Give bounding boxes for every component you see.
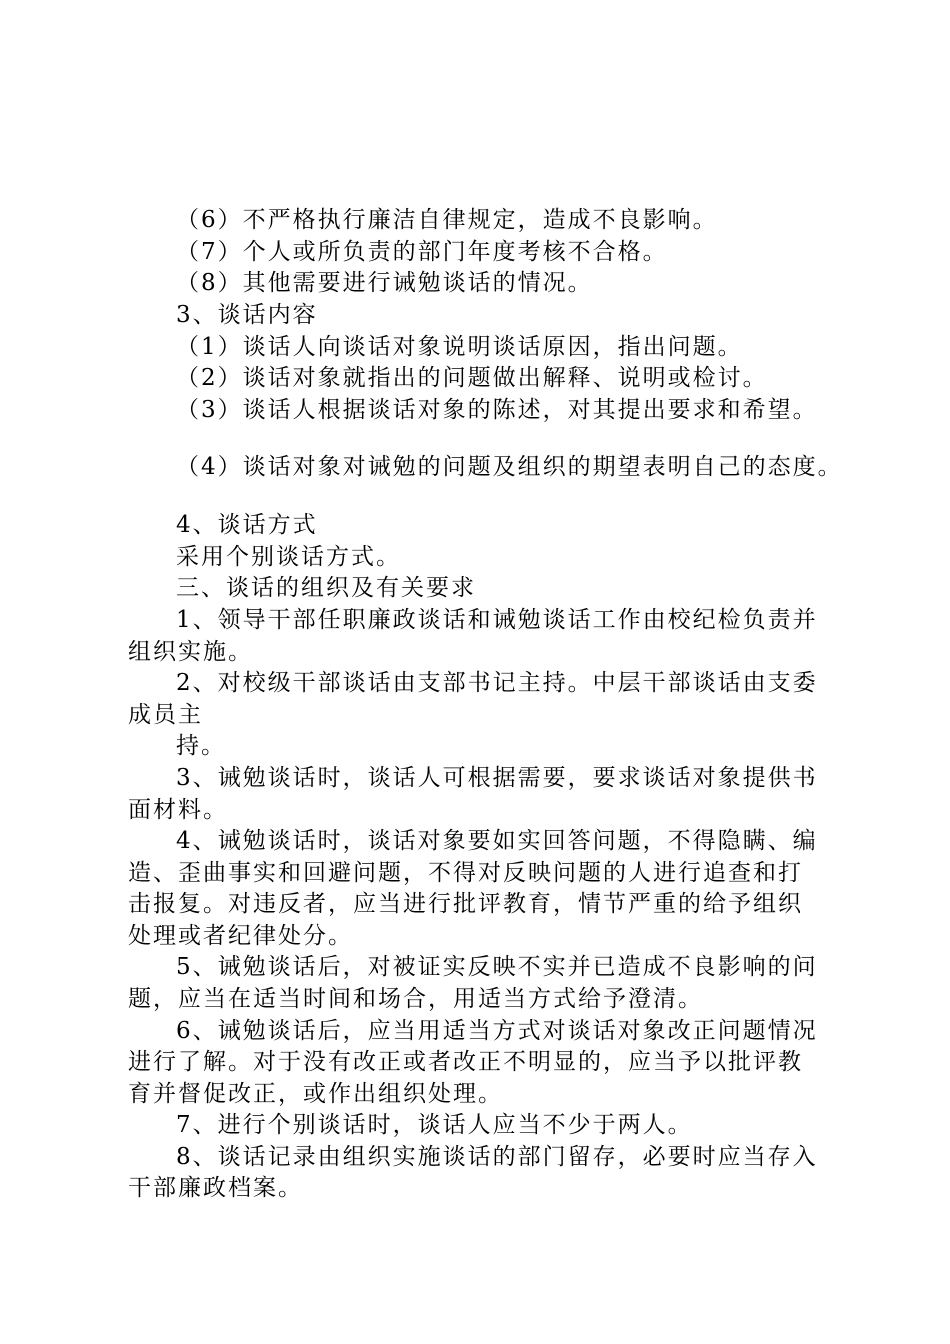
item-7-line: （7）个人或所负责的部门年度考核不合格。 <box>176 239 668 265</box>
section-3-heading: 3、谈话内容 <box>176 302 318 328</box>
rule-8-line-2: 干部廉政档案。 <box>128 1175 303 1201</box>
rule-3-line-1: 3、诫勉谈话时，谈话人可根据需要，要求谈话对象提供书 <box>176 765 818 791</box>
rule-1-line-1: 1、领导干部任职廉政谈话和诫勉谈话工作由校纪检负责并 <box>176 607 818 633</box>
section-4-heading: 4、谈话方式 <box>176 512 318 538</box>
rule-4-line-1: 4、诫勉谈话时，谈话对象要如实回答问题，不得隐瞒、编 <box>176 828 818 854</box>
item-8-line: （8）其他需要进行诫勉谈话的情况。 <box>176 270 593 296</box>
rule-6-line-2: 进行了解。对于没有改正或者改正不明显的，应当予以批评教 <box>128 1049 803 1075</box>
rule-2-line-1: 2、对校级干部谈话由支部书记主持。中层干部谈话由支委 <box>176 670 818 696</box>
content-item-2-line: （2）谈话对象就指出的问题做出解释、说明或检讨。 <box>176 365 768 391</box>
rule-4-line-2: 造、歪曲事实和回避问题，不得对反映问题的人进行追查和打 <box>128 860 803 886</box>
rule-5-line-2: 题，应当在适当时间和场合，用适当方式给予澄清。 <box>128 986 703 1012</box>
rule-1-line-2: 组织实施。 <box>128 639 253 665</box>
rule-4-line-3: 击报复。对违反者，应当进行批评教育，情节严重的给予组织 <box>128 891 803 917</box>
content-item-4-line: （4）谈话对象对诫勉的问题及组织的期望表明自己的态度。 <box>176 454 843 480</box>
rule-6-line-3: 育并督促改正，或作出组织处理。 <box>128 1081 503 1107</box>
rule-4-line-4: 处理或者纪律处分。 <box>128 923 353 949</box>
rule-6-line-1: 6、诫勉谈话后，应当用适当方式对谈话对象改正问题情况 <box>176 1018 818 1044</box>
content-item-1-line: （1）谈话人向谈话对象说明谈话原因，指出问题。 <box>176 334 743 360</box>
rule-2-line-3: 持。 <box>176 733 226 759</box>
item-6-line: （6）不严格执行廉洁自律规定，造成不良影响。 <box>176 207 718 233</box>
rule-3-line-2: 面材料。 <box>128 797 228 823</box>
rule-8-line-1: 8、谈话记录由组织实施谈话的部门留存，必要时应当存入 <box>176 1144 818 1170</box>
method-line: 采用个别谈话方式。 <box>176 544 401 570</box>
rule-2-line-2: 成员主 <box>128 702 203 728</box>
rule-7-line: 7、进行个别谈话时，谈话人应当不少于两人。 <box>176 1112 693 1138</box>
content-item-3-line: （3）谈话人根据谈话对象的陈述，对其提出要求和希望。 <box>176 397 818 423</box>
rule-5-line-1: 5、诫勉谈话后，对被证实反映不实并已造成不良影响的问 <box>176 954 818 980</box>
part-3-heading: 三、谈话的组织及有关要求 <box>176 575 476 601</box>
